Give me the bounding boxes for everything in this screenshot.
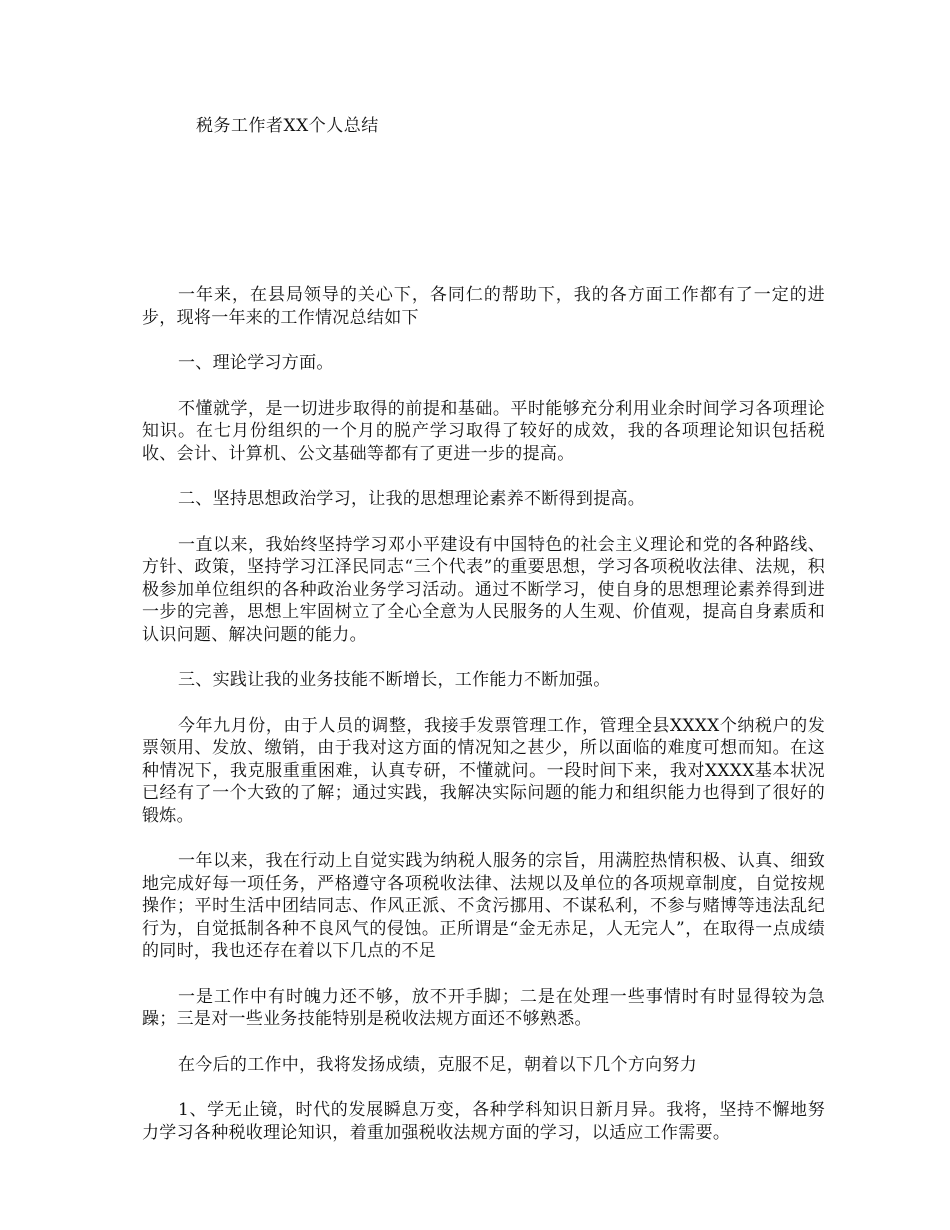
paragraph-intro: 一年来，在县局领导的关心下，各同仁的帮助下，我的各方面工作都有了一定的进步，现将一年来的工作情况总结如下 — [142, 285, 825, 328]
paragraph-future-direction: 在今后的工作中，我将发扬成绩，克服不足，朝着以下几个方向努力 — [178, 1054, 697, 1075]
document-body — [142, 284, 825, 1167]
paragraph-point-one: 1、学无止镜，时代的发展瞬息万变，各种学科知识日新月异。我将，坚持不懈地努力学习各种税收理论知识，着重加强税收法规方面的学习，以适应工作需要。 — [142, 1100, 825, 1143]
paragraph-theory-study: 不懂就学，是一切进步取得的前提和基础。平时能够充分利用业余时间学习各项理论知识。在七月份组织的一个月的脱产学习取得了较好的成效，我的各项理论知识包括税收、会计、计算机、公文基础等都有了更进一步的提高。 — [142, 398, 825, 464]
paragraph-conduct: 一年以来，我在行动上自觉实践为纳税人服务的宗旨，用满腔热情积极、认真、细致地完成好每一项任务，严格遵守各项税收法律、法规以及单位的各项规章制度，自觉按规操作；平时生活中团结同志、作风正派、不贪污挪用、不谋私利，不参与赌博等违法乱纪行为，自觉抵制各种不良风气的侵蚀。正所谓是“金无赤足，人无完人”，在取得一点成绩的同时，我也还存在着以下几点的不足 — [142, 851, 825, 961]
document-title: 税务工作者XX个人总结 — [196, 116, 379, 136]
paragraph-shortcomings: 一是工作中有时魄力还不够，放不开手脚；二是在处理一些事情时有时显得较为急躁；三是对一些业务技能特别是税收法规方面还不够熟悉。 — [142, 986, 825, 1029]
section-heading-theory-study: 一、理论学习方面。 — [178, 353, 334, 373]
section-heading-political-study: 二、坚持思想政治学习，让我的思想理论素养不断得到提高。 — [178, 489, 646, 509]
section-heading-practice: 三、实践让我的业务技能不断增长，工作能力不断加强。 — [178, 670, 611, 690]
paragraph-invoice-management: 今年九月份，由于人员的调整，我接手发票管理工作，管理全县XXXX个纳税户的发票领用、发放、缴销，由于我对这方面的情况知之甚少，所以面临的难度可想而知。在这种情况下，我克服重重困难，认真专研，不懂就问。一段时间下来，我对XXXX基本状况已经有了一个大致的了解；通过实践，我解决实际问题的能力和组织能力也得到了很好的锻炼。 — [142, 715, 825, 826]
paragraph-political-study: 一直以来，我始终坚持学习邓小平建设有中国特色的社会主义理论和党的各种路线、方针、政策，坚持学习江泽民同志“三个代表”的重要思想，学习各项税收法律、法规，积极参加单位组织的各种政治业务学习活动。通过不断学习，使自身的思想理论素养得到进一步的完善，思想上牢固树立了全心全意为人民服务的人生观、价值观，提高自身素质和认识问题、解决问题的能力。 — [142, 534, 825, 645]
